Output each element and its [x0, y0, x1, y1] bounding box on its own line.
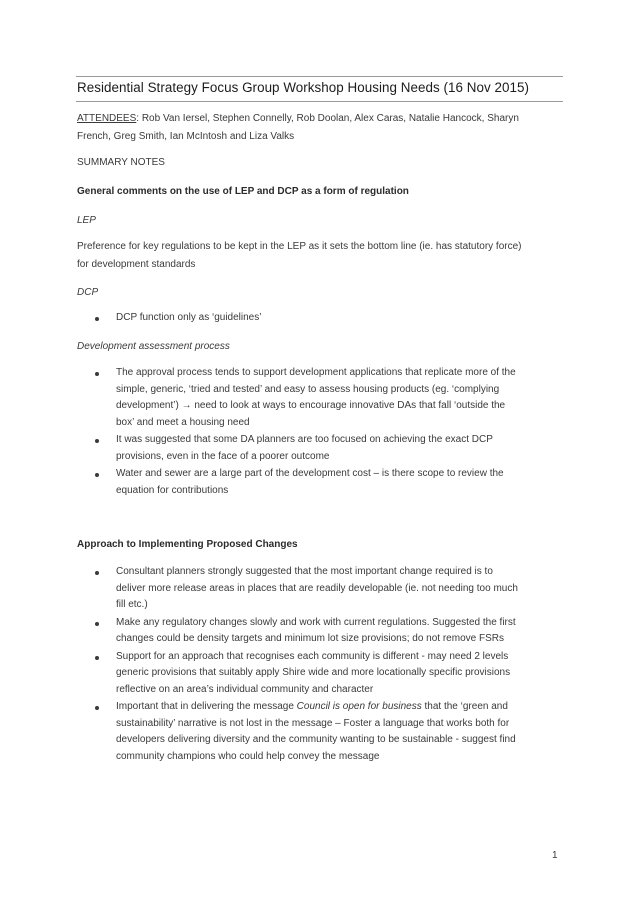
bullet-item: The approval process tends to support development applications that replicate more of the simple, generic, ‘tried and tested’ and easy to assess housing products (eg. ‘complying development’) → need to look at ways to encourage innovative DAs that fall ‘outside the box’ and meet a housing need [77, 365, 557, 431]
bullet-dot-icon [95, 439, 99, 443]
bullet-dot-icon [95, 706, 99, 710]
emphasis-text: Council is open for business [296, 701, 422, 712]
bullet-item: Water and sewer are a large part of the development cost – is there scope to review the equation for contributions [77, 466, 557, 499]
subheading-lep: LEP [77, 215, 96, 226]
attendees-label: ATTENDEES [77, 113, 137, 124]
attendees-line: French, Greg Smith, Ian McIntosh and Liza Valks [77, 131, 295, 142]
page-number: 1 [552, 850, 558, 861]
summary-heading: SUMMARY NOTES [77, 157, 165, 168]
bullet-dot-icon [95, 622, 99, 626]
title-top-rule [76, 76, 563, 77]
lep-line: Preference for key regulations to be kept in the LEP as it sets the bottom line (ie. has statutory force) [77, 241, 522, 252]
bullet-item: Consultant planners strongly suggested that the most important change required is to deliver more release areas in places that are readily developable (ie. not needing too much fill etc.) [77, 564, 557, 614]
bullet-item: Support for an approach that recognises each community is different - may need 2 levels generic provisions that suitably apply Shire wide and more locationally specific provisions reflective on an area’s individual community and character [77, 649, 557, 699]
dap-bullet-list [77, 365, 557, 500]
subheading-development-assessment: Development assessment process [77, 341, 230, 352]
bullet-dot-icon [95, 656, 99, 660]
document-title: Residential Strategy Focus Group Workshop Housing Needs (16 Nov 2015) [77, 80, 530, 95]
lep-paragraph [77, 238, 557, 274]
subheading-dcp: DCP [77, 287, 99, 298]
dcp-bullet-list [77, 310, 557, 328]
section-heading-lep-dcp: General comments on the use of LEP and DCP as a form of regulation [77, 186, 409, 197]
bullet-dot-icon [95, 317, 99, 321]
attendees-line: : Rob Van Iersel, Stephen Connelly, Rob Doolan, Alex Caras, Natalie Hancock, Sharyn [136, 113, 519, 124]
bullet-item: Make any regulatory changes slowly and work with current regulations. Suggested the first changes could be density targets and minimum lot size provisions; do not remove FSRs [77, 615, 557, 648]
bullet-item: DCP function only as ‘guidelines’ [77, 310, 557, 327]
approach-bullet-list [77, 564, 557, 766]
bullet-dot-icon [95, 571, 99, 575]
section-heading-approach: Approach to Implementing Proposed Changes [77, 539, 298, 550]
attendees [77, 110, 557, 146]
bullet-item: It was suggested that some DA planners are too focused on achieving the exact DCP provisions, even in the face of a poorer outcome [77, 432, 557, 465]
bullet-dot-icon [95, 473, 99, 477]
bullet-item: Important that in delivering the message Council is open for business that the ‘green and sustainability’ narrative is not lost in the message – Foster a language that works both for developers delivering diversity and the community wanting to be sustainable - suggest find community champions who could help convey the message [77, 699, 557, 765]
lep-line: for development standards [77, 259, 196, 270]
title-bottom-rule [76, 101, 563, 102]
bullet-dot-icon [95, 372, 99, 376]
